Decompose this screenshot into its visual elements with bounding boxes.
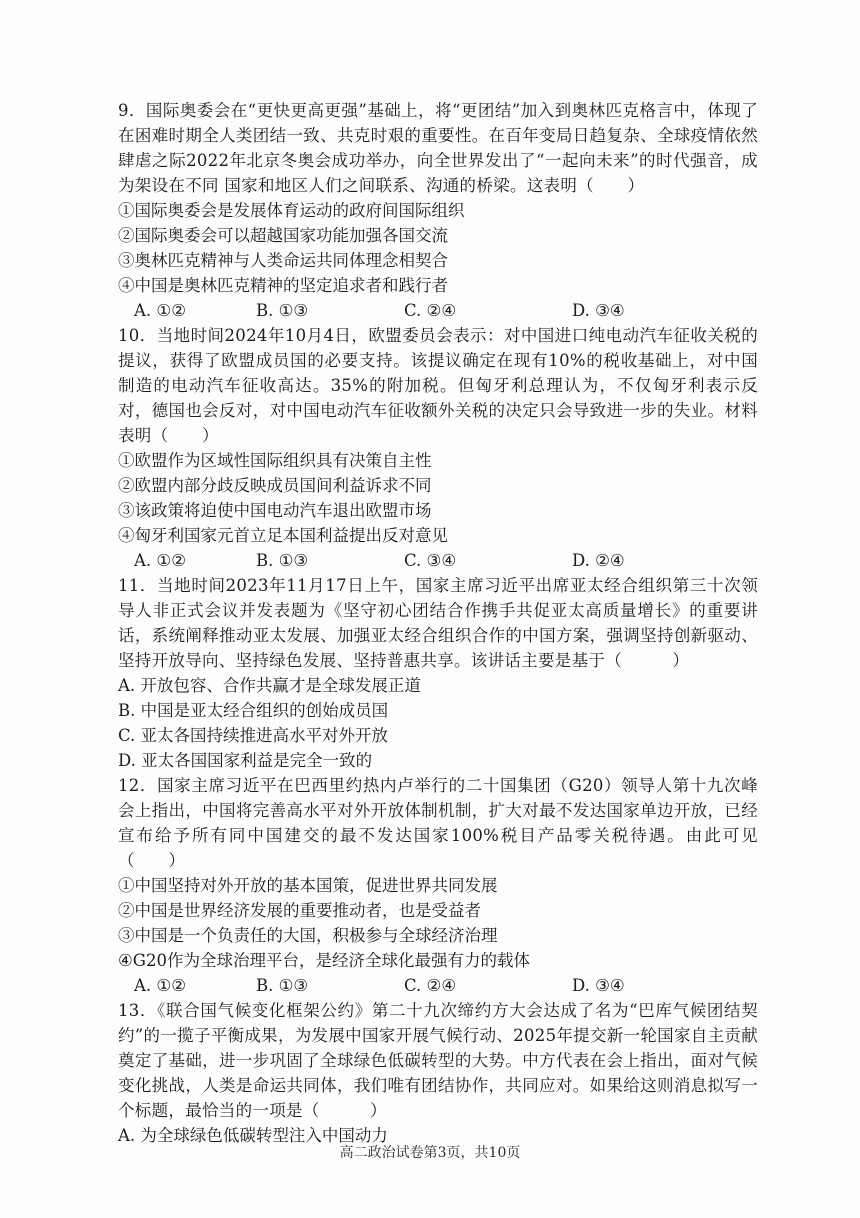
statement-item: ③中国是一个负责任的大国，积极参与全球经济治理 — [118, 926, 498, 945]
statement-item: ①中国坚持对外开放的基本国策，促进世界共同发展 — [118, 876, 498, 895]
question-stem: 10．当地时间2024年10月4日，欧盟委员会表示：对中国进口纯电动汽车征收关税的提议，获得了欧盟成员国的必要支持。该提议确定在现有10%的税收基础上，对中国制造的电动汽车征收高达。35%的附加税。但匈牙利总理认为，不仅匈牙利表示反对，德国也会反对，对中国电动汽车征收额外关税的决定只会导致进一步的失业。材料表明（ ） — [118, 326, 758, 445]
option-d: D. 亚太各国国家利益是完全一致的 — [118, 751, 373, 770]
choice-d: D. ③④ — [572, 301, 625, 320]
answer-choices — [118, 973, 758, 998]
statement-item: ①欧盟作为区域性国际组织具有决策自主性 — [118, 451, 432, 470]
question-stem: 13．《联合国气候变化框架公约》第二十九次缔约方大会达成了名为“巴库气候团结契约”的一揽子平衡成果，为发展中国家开展气候行动、2025年提交新一轮国家自主贡献奠定了基础，进一步巩固了全球绿色低碳转型的大势。中方代表在会上指出，面对气候变化挑战，人类是命运共同体，我们唯有团结协作，共同应对。如果给这则消息拟写一个标题，最恰当的一项是（ ） — [118, 1001, 758, 1120]
statement-item: ①国际奥委会是发展体育运动的政府间国际组织 — [118, 201, 465, 220]
statement-item: ③奥林匹克精神与人类命运共同体理念相契合 — [118, 251, 448, 270]
choice-b: B. ①③ — [256, 976, 309, 995]
choice-c: C. ②④ — [404, 301, 457, 320]
statement-item: ②中国是世界经济发展的重要推动者，也是受益者 — [118, 901, 481, 920]
answer-choices — [118, 298, 758, 323]
question-12 — [118, 773, 758, 998]
question-9 — [118, 98, 758, 323]
question-stem: 12．国家主席习近平在巴西里约热内卢举行的二十国集团（G20）领导人第十九次峰会上指出，中国将完善高水平对外开放体制机制，扩大对最不发达国家单边开放，已经宣布给予所有同中国建交的最不发达国家100%税目产品零关税待遇。由此可见（ ） — [118, 776, 758, 870]
choice-d: D. ③④ — [572, 976, 625, 995]
statement-item: ③该政策将迫使中国电动汽车退出欧盟市场 — [118, 501, 432, 520]
choice-a: A. ①② — [134, 976, 186, 995]
choice-b: B. ①③ — [256, 551, 309, 570]
statement-item: ④中国是奥林匹克精神的坚定追求者和践行者 — [118, 276, 448, 295]
choice-d: D. ②④ — [572, 551, 625, 570]
choice-b: B. ①③ — [256, 301, 309, 320]
question-10 — [118, 323, 758, 573]
statement-item: ②欧盟内部分歧反映成员国间利益诉求不同 — [118, 476, 432, 495]
question-list — [118, 98, 758, 1148]
page-footer: 高二政治试卷第3页，共10页 — [339, 1145, 521, 1161]
statement-item: ②国际奥委会可以超越国家功能加强各国交流 — [118, 226, 448, 245]
option-b: B. 中国是亚太经合组织的创始成员国 — [118, 701, 389, 720]
choice-a: A. ①② — [134, 551, 186, 570]
statement-item: ④G20作为全球治理平台，是经济全球化最强有力的载体 — [118, 951, 530, 970]
choice-c: C. ③④ — [404, 551, 457, 570]
option-a: A. 为全球绿色低碳转型注入中国动力 — [118, 1126, 388, 1145]
choice-a: A. ①② — [134, 301, 186, 320]
option-a: A. 开放包容、合作共赢才是全球发展正道 — [118, 676, 421, 695]
answer-choices — [118, 548, 758, 573]
option-c: C. 亚太各国持续推进高水平对外开放 — [118, 726, 389, 745]
choice-c: C. ②④ — [404, 976, 457, 995]
question-stem: 11．当地时间2023年11月17日上午，国家主席习近平出席亚太经合组织第三十次领导人非正式会议并发表题为《坚守初心团结合作携手共促亚太高质量增长》的重要讲话，系统阐释推动亚太发展、加强亚太经合组织合作的中国方案，强调坚持创新驱动、坚持开放导向、坚持绿色发展、坚持普惠共享。该讲话主要是基于（ ） — [118, 576, 758, 670]
question-stem: 9．国际奥委会在“更快更高更强”基础上，将“更团结”加入到奥林匹克格言中，体现了在困难时期全人类团结一致、共克时艰的重要性。在百年变局日趋复杂、全球疫情依然肆虐之际2022年北京冬奥会成功举办，向全世界发出了“一起向未来”的时代强音，成为架设在不同 国家和地区人们之间联系、沟通的桥梁。这表明（ ） — [118, 101, 758, 195]
statement-item: ④匈牙利国家元首立足本国利益提出反对意见 — [118, 526, 448, 545]
question-13 — [118, 998, 758, 1148]
question-11 — [118, 573, 758, 773]
